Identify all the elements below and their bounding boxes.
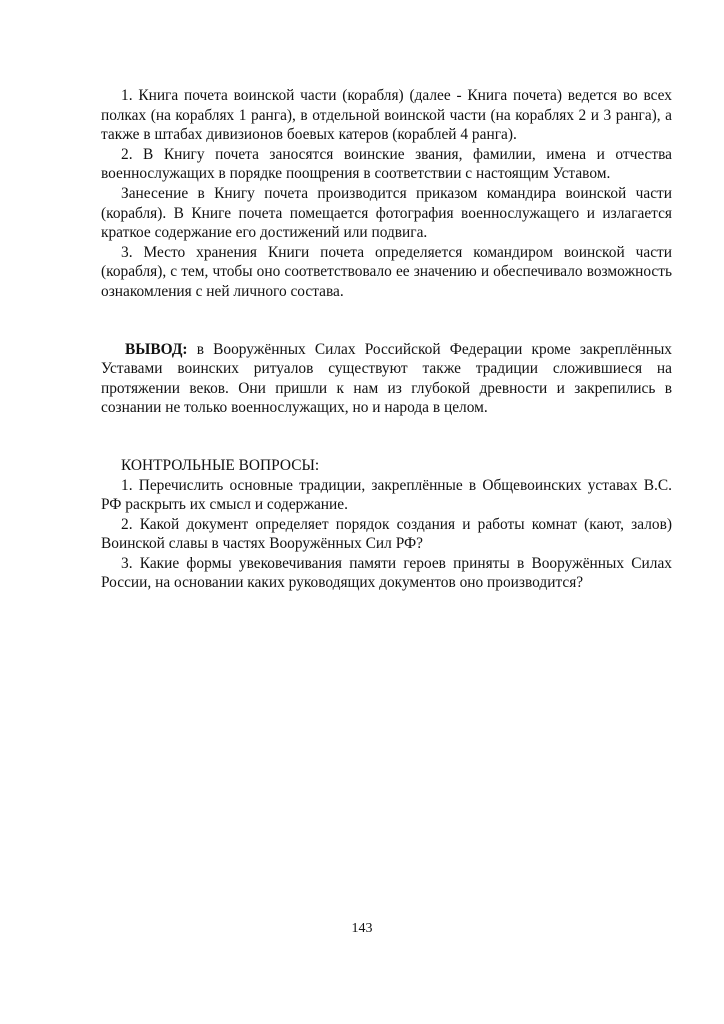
spacer	[101, 418, 672, 456]
page-number: 143	[351, 921, 373, 936]
paragraph-book-of-honor-entries: 2. В Книгу почета заносятся воинские звания, фамилии, имена и отчества военнослужащих в порядке поощрения в соответствии с настоящим Уставом.	[101, 145, 672, 183]
question-item-1: 1. Перечислить основные традиции, закреплённые в Общевоинских уставах В.С. РФ раскрыть их смысл и содержание.	[101, 476, 672, 514]
document-body	[101, 86, 672, 593]
conclusion-label: ВЫВОД:	[125, 340, 188, 358]
spacer	[101, 302, 672, 340]
control-questions-heading: КОНТРОЛЬНЫЕ ВОПРОСЫ:	[121, 456, 320, 474]
question-item-3: 3. Какие формы увековечивания памяти героев приняты в Вооружённых Силах России, на основании каких руководящих документов оно производится?	[101, 554, 672, 592]
paragraph-book-of-honor-order: Занесение в Книгу почета производится приказом командира воинской части (корабля). В Книге почета помещается фотография военнослужащего и излагается краткое содержание его достижений или подвига.	[101, 184, 672, 242]
paragraph-book-of-honor-keeping: 1. Книга почета воинской части (корабля) (далее - Книга почета) ведется во всех полках (на кораблях 1 ранга), в отдельной воинской части (на кораблях 2 и 3 ранга), а также в штабах дивизионов боевых катеров (кораблей 4 ранга).	[101, 87, 672, 144]
conclusion-paragraph	[101, 340, 672, 418]
paragraph-book-of-honor-storage: 3. Место хранения Книги почета определяется командиром воинской части (корабля), с тем, чтобы оно соответствовало ее значению и обеспечивало возможность ознакомления с ней личного состава.	[101, 243, 672, 300]
question-item-2: 2. Какой документ определяет порядок создания и работы комнат (кают, залов) Воинской славы в частях Вооружённых Сил РФ?	[101, 515, 672, 553]
conclusion-text: в Вооружённых Силах Российской Федерации кроме закреплённых Уставами воинских ритуалов существуют также традиции сложившиеся на протяжении веков. Они пришли к нам из глубокой древности и закрепились в сознании не только военнослужащих, но и народа в целом.	[101, 340, 672, 417]
